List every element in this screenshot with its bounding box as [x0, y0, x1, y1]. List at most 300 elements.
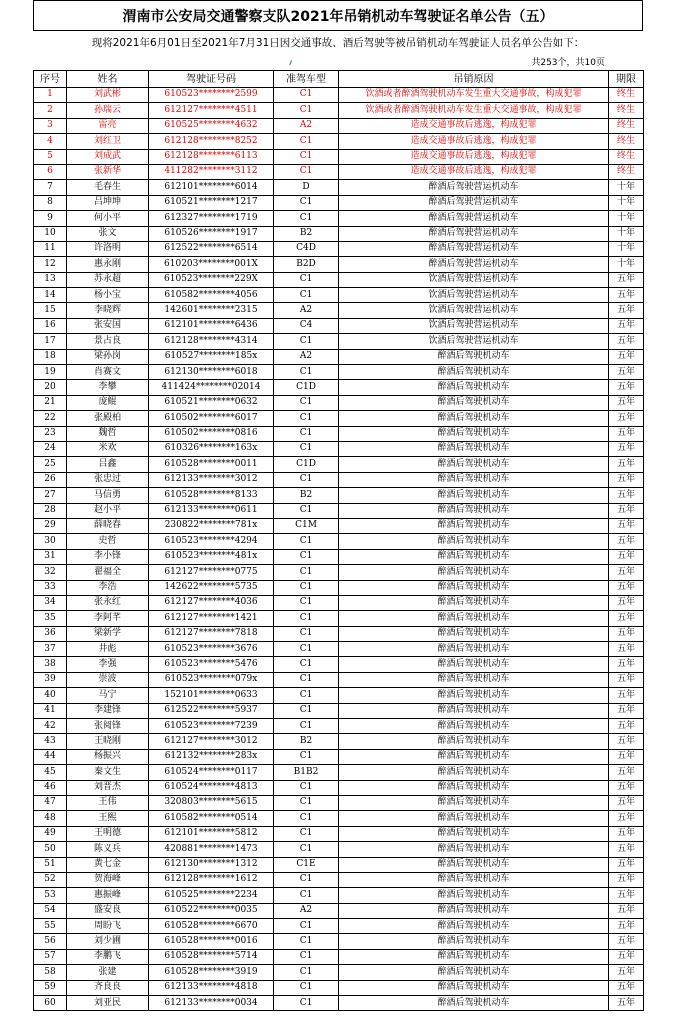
- table-row: [34, 103, 644, 118]
- row-reason-cell: 醉酒后驾驶机动车: [339, 411, 609, 426]
- row-period-cell: 五年: [609, 996, 644, 1011]
- row-license-cell: 612127********0775: [149, 565, 274, 580]
- row-name-cell: 陈义兵: [67, 842, 149, 857]
- row-vehicle-class-cell: C1: [274, 503, 339, 518]
- table-row: [34, 749, 644, 764]
- row-index-cell: 5: [34, 149, 67, 164]
- row-license-cell: 142601********2315: [149, 303, 274, 318]
- row-index-cell: 7: [34, 180, 67, 195]
- row-reason-cell: 醉酒后驾驶营运机动车: [339, 195, 609, 210]
- row-index-cell: 46: [34, 780, 67, 795]
- row-period-cell: 五年: [609, 780, 644, 795]
- row-period-cell: 五年: [609, 595, 644, 610]
- row-vehicle-class-cell: C1: [274, 472, 339, 487]
- header-reason: 吊销原因: [339, 71, 609, 88]
- table-row: [34, 672, 644, 687]
- row-reason-cell: 醉酒后驾驶机动车: [339, 719, 609, 734]
- row-license-cell: 612522********5937: [149, 703, 274, 718]
- row-period-cell: 五年: [609, 842, 644, 857]
- row-index-cell: 32: [34, 565, 67, 580]
- row-index-cell: 50: [34, 842, 67, 857]
- table-row: [34, 765, 644, 780]
- row-vehicle-class-cell: C1: [274, 703, 339, 718]
- row-period-cell: 五年: [609, 749, 644, 764]
- row-index-cell: 2: [34, 103, 67, 118]
- row-name-cell: 王晓刚: [67, 734, 149, 749]
- row-license-cell: 612127********4036: [149, 595, 274, 610]
- row-vehicle-class-cell: C1: [274, 334, 339, 349]
- row-index-cell: 14: [34, 288, 67, 303]
- row-reason-cell: 醉酒后驾驶机动车: [339, 426, 609, 441]
- header-index: 序号: [34, 71, 67, 88]
- row-reason-cell: 醉酒后驾驶营运机动车: [339, 241, 609, 256]
- row-vehicle-class-cell: C1: [274, 534, 339, 549]
- row-index-cell: 30: [34, 534, 67, 549]
- row-license-cell: 610528********0016: [149, 934, 274, 949]
- row-reason-cell: 醉酒后驾驶机动车: [339, 919, 609, 934]
- row-period-cell: 终生: [609, 103, 644, 118]
- row-license-cell: 610528********3919: [149, 965, 274, 980]
- row-license-cell: 142622********5735: [149, 580, 274, 595]
- row-period-cell: 终生: [609, 88, 644, 103]
- row-reason-cell: 醉酒后驾驶机动车: [339, 872, 609, 887]
- row-reason-cell: 醉酒后驾驶机动车: [339, 365, 609, 380]
- row-index-cell: 55: [34, 919, 67, 934]
- row-period-cell: 五年: [609, 457, 644, 472]
- row-license-cell: 152101********0633: [149, 688, 274, 703]
- row-period-cell: 终生: [609, 164, 644, 179]
- row-index-cell: 44: [34, 749, 67, 764]
- row-license-cell: 610525********2234: [149, 888, 274, 903]
- row-license-cell: 610521********0632: [149, 395, 274, 410]
- table-row: [34, 719, 644, 734]
- row-vehicle-class-cell: C1: [274, 549, 339, 564]
- row-reason-cell: 饮酒或者醉酒驾驶机动车发生重大交通事故，构成犯罪: [339, 103, 609, 118]
- row-index-cell: 22: [34, 411, 67, 426]
- row-index-cell: 47: [34, 795, 67, 810]
- row-index-cell: 36: [34, 626, 67, 641]
- row-name-cell: 李攀: [67, 380, 149, 395]
- row-license-cell: 420881********1473: [149, 842, 274, 857]
- table-row: [34, 241, 644, 256]
- document-title: 渭南市公安局交通警察支队2021年吊销机动车驾驶证名单公告（五）: [33, 0, 643, 31]
- row-period-cell: 五年: [609, 272, 644, 287]
- row-vehicle-class-cell: C1M: [274, 518, 339, 533]
- row-index-cell: 52: [34, 872, 67, 887]
- row-vehicle-class-cell: C1: [274, 580, 339, 595]
- row-reason-cell: 醉酒后驾驶机动车: [339, 749, 609, 764]
- row-vehicle-class-cell: C1: [274, 134, 339, 149]
- table-row: [34, 334, 644, 349]
- row-reason-cell: 醉酒后驾驶机动车: [339, 580, 609, 595]
- row-vehicle-class-cell: C1: [274, 795, 339, 810]
- row-reason-cell: 醉酒后驾驶营运机动车: [339, 180, 609, 195]
- row-license-cell: 610203********001X: [149, 257, 274, 272]
- row-reason-cell: 醉酒后驾驶机动车: [339, 472, 609, 487]
- row-vehicle-class-cell: C1E: [274, 857, 339, 872]
- row-license-cell: 612128********4314: [149, 334, 274, 349]
- table-row: [34, 503, 644, 518]
- table-row: [34, 857, 644, 872]
- row-index-cell: 3: [34, 118, 67, 133]
- row-index-cell: 17: [34, 334, 67, 349]
- row-license-cell: 610523********4294: [149, 534, 274, 549]
- row-vehicle-class-cell: B2: [274, 488, 339, 503]
- row-index-cell: 51: [34, 857, 67, 872]
- row-name-cell: 惠振峰: [67, 888, 149, 903]
- row-vehicle-class-cell: C1: [274, 395, 339, 410]
- row-vehicle-class-cell: C1: [274, 672, 339, 687]
- row-index-cell: 4: [34, 134, 67, 149]
- row-index-cell: 15: [34, 303, 67, 318]
- row-vehicle-class-cell: A2: [274, 118, 339, 133]
- row-name-cell: 秦文生: [67, 765, 149, 780]
- row-index-cell: 49: [34, 826, 67, 841]
- row-period-cell: 五年: [609, 349, 644, 364]
- row-index-cell: 57: [34, 949, 67, 964]
- row-name-cell: 崇波: [67, 672, 149, 687]
- row-license-cell: 612128********8252: [149, 134, 274, 149]
- row-name-cell: 黄七金: [67, 857, 149, 872]
- row-vehicle-class-cell: A2: [274, 303, 339, 318]
- row-period-cell: 五年: [609, 872, 644, 887]
- row-period-cell: 五年: [609, 688, 644, 703]
- row-license-cell: 612130********1312: [149, 857, 274, 872]
- row-name-cell: 张忠过: [67, 472, 149, 487]
- row-reason-cell: 醉酒后驾驶机动车: [339, 672, 609, 687]
- row-period-cell: 五年: [609, 395, 644, 410]
- row-reason-cell: 醉酒后驾驶机动车: [339, 534, 609, 549]
- table-row: [34, 980, 644, 995]
- row-vehicle-class-cell: C1: [274, 441, 339, 456]
- row-reason-cell: 饮酒后驾驶营运机动车: [339, 318, 609, 333]
- row-reason-cell: 醉酒后驾驶机动车: [339, 903, 609, 918]
- row-vehicle-class-cell: C1: [274, 195, 339, 210]
- row-vehicle-class-cell: C1: [274, 811, 339, 826]
- row-period-cell: 五年: [609, 426, 644, 441]
- table-body: [34, 88, 644, 1011]
- table-row: [34, 426, 644, 441]
- table-row: [34, 734, 644, 749]
- table-row: [34, 164, 644, 179]
- row-name-cell: 张殿柏: [67, 411, 149, 426]
- row-reason-cell: 醉酒后驾驶机动车: [339, 826, 609, 841]
- row-vehicle-class-cell: C1: [274, 719, 339, 734]
- row-period-cell: 五年: [609, 549, 644, 564]
- row-reason-cell: 造成交通事故后逃逸，构成犯罪: [339, 118, 609, 133]
- row-reason-cell: 醉酒后驾驶机动车: [339, 626, 609, 641]
- row-index-cell: 27: [34, 488, 67, 503]
- row-vehicle-class-cell: C1: [274, 164, 339, 179]
- table-row: [34, 365, 644, 380]
- row-vehicle-class-cell: A2: [274, 903, 339, 918]
- row-reason-cell: 醉酒后驾驶机动车: [339, 811, 609, 826]
- row-license-cell: 610523********5476: [149, 657, 274, 672]
- row-name-cell: 薛晓春: [67, 518, 149, 533]
- row-license-cell: 612130********6018: [149, 365, 274, 380]
- row-license-cell: 610528********6670: [149, 919, 274, 934]
- row-vehicle-class-cell: C1: [274, 149, 339, 164]
- table-row: [34, 611, 644, 626]
- page-count-note: 共253个，共10页: [531, 57, 605, 68]
- row-name-cell: 刘成武: [67, 149, 149, 164]
- row-name-cell: 景占良: [67, 334, 149, 349]
- table-row: [34, 272, 644, 287]
- row-period-cell: 五年: [609, 965, 644, 980]
- row-vehicle-class-cell: C1: [274, 657, 339, 672]
- row-period-cell: 五年: [609, 765, 644, 780]
- row-index-cell: 45: [34, 765, 67, 780]
- table-row: [34, 488, 644, 503]
- row-period-cell: 五年: [609, 719, 644, 734]
- row-index-cell: 10: [34, 226, 67, 241]
- row-index-cell: 11: [34, 241, 67, 256]
- row-index-cell: 43: [34, 734, 67, 749]
- row-index-cell: 53: [34, 888, 67, 903]
- row-reason-cell: 醉酒后驾驶机动车: [339, 888, 609, 903]
- row-name-cell: 翟福全: [67, 565, 149, 580]
- row-period-cell: 十年: [609, 180, 644, 195]
- row-vehicle-class-cell: B2D: [274, 257, 339, 272]
- table-row: [34, 211, 644, 226]
- row-vehicle-class-cell: B2: [274, 734, 339, 749]
- table-row: [34, 257, 644, 272]
- row-reason-cell: 醉酒后驾驶机动车: [339, 949, 609, 964]
- row-index-cell: 31: [34, 549, 67, 564]
- row-license-cell: 612127********4511: [149, 103, 274, 118]
- row-period-cell: 终生: [609, 149, 644, 164]
- row-license-cell: 610582********0514: [149, 811, 274, 826]
- row-vehicle-class-cell: C1: [274, 826, 339, 841]
- row-period-cell: 五年: [609, 488, 644, 503]
- row-index-cell: 6: [34, 164, 67, 179]
- row-name-cell: 王伟: [67, 795, 149, 810]
- row-license-cell: 610527********185x: [149, 349, 274, 364]
- row-name-cell: 李晓辉: [67, 303, 149, 318]
- row-reason-cell: 醉酒后驾驶机动车: [339, 996, 609, 1011]
- row-index-cell: 25: [34, 457, 67, 472]
- row-license-cell: 230822********781x: [149, 518, 274, 533]
- table-row: [34, 518, 644, 533]
- row-reason-cell: 醉酒后驾驶机动车: [339, 980, 609, 995]
- row-index-cell: 59: [34, 980, 67, 995]
- row-period-cell: 五年: [609, 288, 644, 303]
- table-row: [34, 549, 644, 564]
- row-name-cell: 肖赛文: [67, 365, 149, 380]
- row-reason-cell: 醉酒后驾驶机动车: [339, 595, 609, 610]
- row-reason-cell: 造成交通事故后逃逸，构成犯罪: [339, 164, 609, 179]
- row-period-cell: 十年: [609, 226, 644, 241]
- row-index-cell: 1: [34, 88, 67, 103]
- row-name-cell: 魏哲: [67, 426, 149, 441]
- table-row: [34, 195, 644, 210]
- row-license-cell: 612133********0611: [149, 503, 274, 518]
- row-vehicle-class-cell: C1: [274, 842, 339, 857]
- row-index-cell: 42: [34, 719, 67, 734]
- row-license-cell: 612101********6436: [149, 318, 274, 333]
- row-reason-cell: 醉酒后驾驶机动车: [339, 765, 609, 780]
- row-reason-cell: 醉酒后驾驶机动车: [339, 965, 609, 980]
- row-name-cell: 李浩: [67, 580, 149, 595]
- table-row: [34, 149, 644, 164]
- row-reason-cell: 醉酒后驾驶机动车: [339, 441, 609, 456]
- row-period-cell: 五年: [609, 365, 644, 380]
- row-reason-cell: 醉酒后驾驶机动车: [339, 565, 609, 580]
- row-reason-cell: 造成交通事故后逃逸，构成犯罪: [339, 149, 609, 164]
- row-name-cell: 杨小宝: [67, 288, 149, 303]
- row-period-cell: 十年: [609, 195, 644, 210]
- table-row: [34, 441, 644, 456]
- row-index-cell: 23: [34, 426, 67, 441]
- row-index-cell: 40: [34, 688, 67, 703]
- row-license-cell: 612127********3012: [149, 734, 274, 749]
- row-license-cell: 411282********3112: [149, 164, 274, 179]
- row-vehicle-class-cell: C1: [274, 949, 339, 964]
- row-license-cell: 612522********6514: [149, 241, 274, 256]
- row-period-cell: 五年: [609, 703, 644, 718]
- row-name-cell: 井彪: [67, 642, 149, 657]
- row-name-cell: 杨振兴: [67, 749, 149, 764]
- row-index-cell: 20: [34, 380, 67, 395]
- row-index-cell: 35: [34, 611, 67, 626]
- row-name-cell: 刘红卫: [67, 134, 149, 149]
- table-row: [34, 395, 644, 410]
- row-license-cell: 610524********0117: [149, 765, 274, 780]
- table-row: [34, 534, 644, 549]
- table-row: [34, 657, 644, 672]
- row-reason-cell: 醉酒后驾驶机动车: [339, 549, 609, 564]
- row-name-cell: 雷亮: [67, 118, 149, 133]
- row-license-cell: 612133********4818: [149, 980, 274, 995]
- row-license-cell: 612127********1421: [149, 611, 274, 626]
- row-index-cell: 48: [34, 811, 67, 826]
- row-period-cell: 五年: [609, 888, 644, 903]
- table-row: [34, 903, 644, 918]
- table-row: [34, 88, 644, 103]
- row-name-cell: 盛安良: [67, 903, 149, 918]
- header-period: 期限: [609, 71, 644, 88]
- row-name-cell: 张安国: [67, 318, 149, 333]
- table-row: [34, 472, 644, 487]
- row-vehicle-class-cell: C4D: [274, 241, 339, 256]
- row-reason-cell: 醉酒后驾驶机动车: [339, 734, 609, 749]
- row-name-cell: 庞鲲: [67, 395, 149, 410]
- row-name-cell: 李小锋: [67, 549, 149, 564]
- row-license-cell: 610582********4056: [149, 288, 274, 303]
- row-period-cell: 五年: [609, 411, 644, 426]
- row-license-cell: 610526********1917: [149, 226, 274, 241]
- row-name-cell: 刘晋杰: [67, 780, 149, 795]
- row-reason-cell: 饮酒后驾驶营运机动车: [339, 303, 609, 318]
- row-period-cell: 五年: [609, 611, 644, 626]
- row-name-cell: 刘亚民: [67, 996, 149, 1011]
- table-row: [34, 380, 644, 395]
- row-name-cell: 刘武彬: [67, 88, 149, 103]
- table-row: [34, 226, 644, 241]
- row-license-cell: 411424********02014: [149, 380, 274, 395]
- row-vehicle-class-cell: B1B2: [274, 765, 339, 780]
- revocation-table: [33, 70, 644, 1011]
- row-license-cell: 612133********3012: [149, 472, 274, 487]
- row-vehicle-class-cell: C1: [274, 565, 339, 580]
- row-index-cell: 24: [34, 441, 67, 456]
- row-vehicle-class-cell: A2: [274, 349, 339, 364]
- row-period-cell: 十年: [609, 211, 644, 226]
- row-period-cell: 五年: [609, 857, 644, 872]
- table-row: [34, 626, 644, 641]
- table-row: [34, 318, 644, 333]
- row-vehicle-class-cell: C1: [274, 426, 339, 441]
- row-vehicle-class-cell: D: [274, 180, 339, 195]
- row-vehicle-class-cell: C1: [274, 365, 339, 380]
- row-reason-cell: 醉酒后驾驶机动车: [339, 395, 609, 410]
- row-reason-cell: 醉酒后驾驶机动车: [339, 688, 609, 703]
- row-vehicle-class-cell: C1: [274, 749, 339, 764]
- row-name-cell: 米欢: [67, 441, 149, 456]
- row-reason-cell: 醉酒后驾驶机动车: [339, 657, 609, 672]
- document-subtitle: 现将2021年6月01日至2021年7月31日因交通事故、酒后驾驶等被吊销机动车驾驶证人员名单公告如下：: [91, 36, 585, 49]
- table-row: [34, 288, 644, 303]
- row-name-cell: 李阿芊: [67, 611, 149, 626]
- row-license-cell: 610523********481x: [149, 549, 274, 564]
- row-vehicle-class-cell: C1: [274, 888, 339, 903]
- row-vehicle-class-cell: C4: [274, 318, 339, 333]
- row-period-cell: 五年: [609, 518, 644, 533]
- row-name-cell: 吕鑫: [67, 457, 149, 472]
- row-index-cell: 58: [34, 965, 67, 980]
- row-period-cell: 五年: [609, 580, 644, 595]
- table-row: [34, 888, 644, 903]
- row-name-cell: 史哲: [67, 534, 149, 549]
- row-period-cell: 五年: [609, 565, 644, 580]
- row-period-cell: 五年: [609, 919, 644, 934]
- row-period-cell: 五年: [609, 811, 644, 826]
- row-reason-cell: 醉酒后驾驶营运机动车: [339, 257, 609, 272]
- row-name-cell: 李建锋: [67, 703, 149, 718]
- row-period-cell: 五年: [609, 303, 644, 318]
- row-period-cell: 五年: [609, 334, 644, 349]
- table-row: [34, 118, 644, 133]
- row-index-cell: 60: [34, 996, 67, 1011]
- row-reason-cell: 醉酒后驾驶营运机动车: [339, 226, 609, 241]
- row-name-cell: 马信勇: [67, 488, 149, 503]
- row-name-cell: 何小平: [67, 211, 149, 226]
- row-reason-cell: 饮酒后驾驶营运机动车: [339, 272, 609, 287]
- green-tick-mark: [289, 60, 296, 67]
- row-name-cell: 齐良良: [67, 980, 149, 995]
- row-name-cell: 惠永刚: [67, 257, 149, 272]
- row-period-cell: 五年: [609, 642, 644, 657]
- row-license-cell: 610502********0816: [149, 426, 274, 441]
- row-period-cell: 十年: [609, 257, 644, 272]
- row-period-cell: 五年: [609, 318, 644, 333]
- table-row: [34, 996, 644, 1011]
- row-name-cell: 赵小平: [67, 503, 149, 518]
- table-row: [34, 919, 644, 934]
- row-index-cell: 39: [34, 672, 67, 687]
- row-name-cell: 吕坤坤: [67, 195, 149, 210]
- row-vehicle-class-cell: C1: [274, 872, 339, 887]
- row-vehicle-class-cell: C1D: [274, 457, 339, 472]
- row-license-cell: 610523********3676: [149, 642, 274, 657]
- table-row: [34, 780, 644, 795]
- header-license-number: 驾驶证号码: [149, 71, 274, 88]
- row-name-cell: 梁孙岗: [67, 349, 149, 364]
- row-vehicle-class-cell: B2: [274, 226, 339, 241]
- row-index-cell: 29: [34, 518, 67, 533]
- row-reason-cell: 醉酒后驾驶机动车: [339, 780, 609, 795]
- row-index-cell: 18: [34, 349, 67, 364]
